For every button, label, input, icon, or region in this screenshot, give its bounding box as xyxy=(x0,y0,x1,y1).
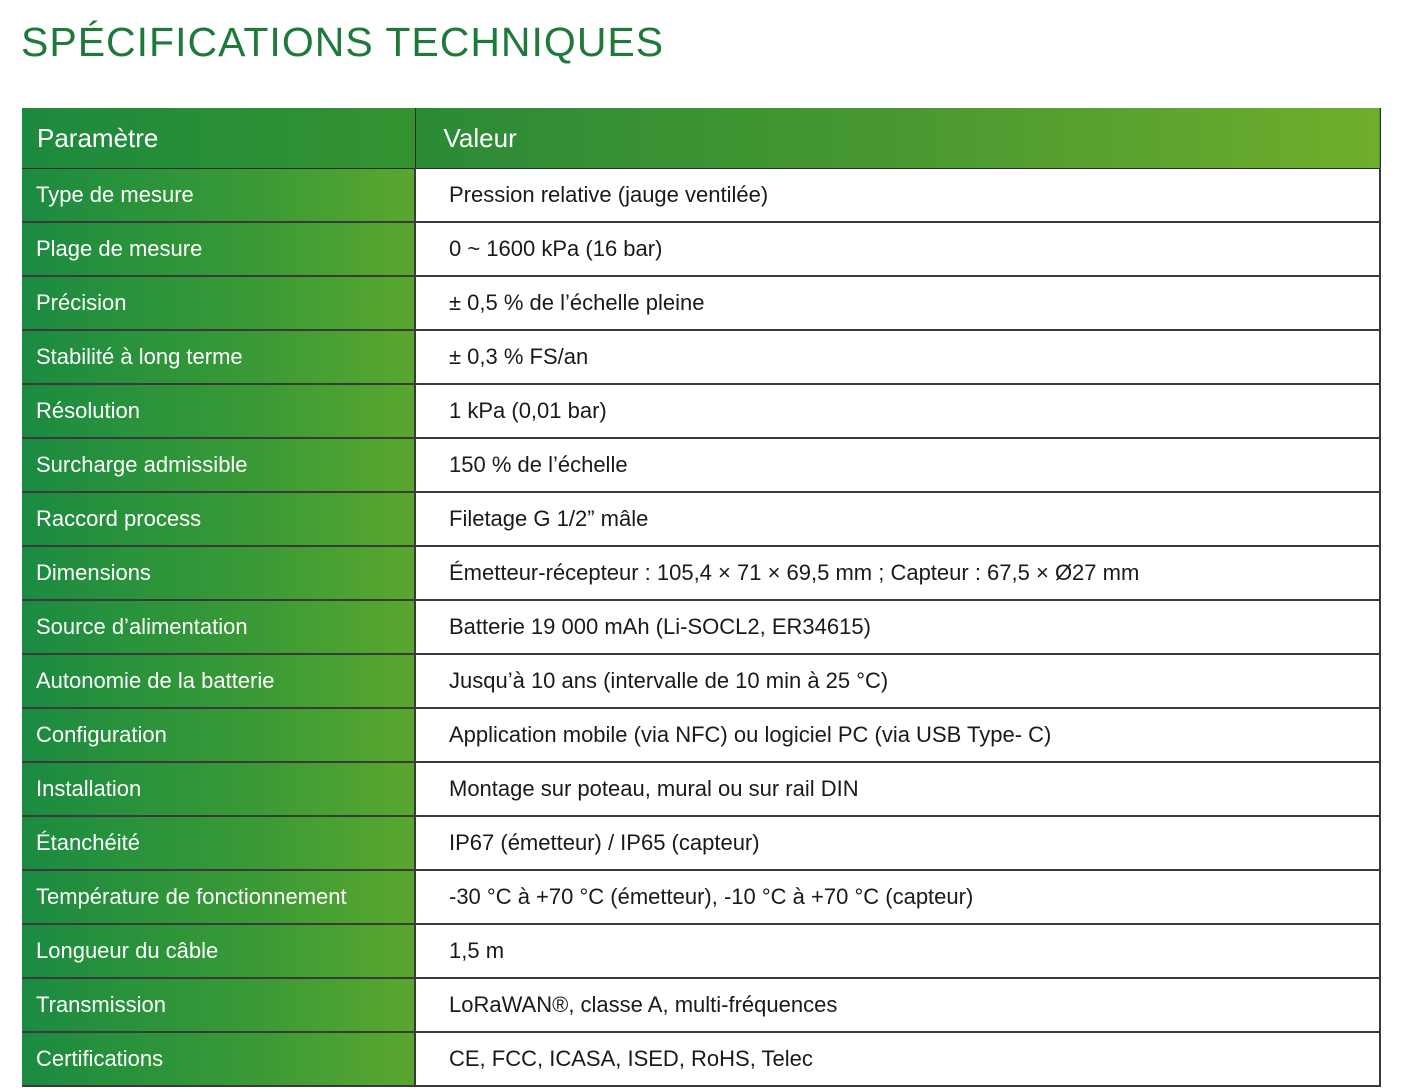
parameter-cell: Plage de mesure xyxy=(22,222,415,276)
value-cell: Application mobile (via NFC) ou logiciel PC (via USB Type- C) xyxy=(415,708,1380,762)
spec-table xyxy=(22,108,1381,1087)
value-cell: Jusqu’à 10 ans (intervalle de 10 min à 25 °C) xyxy=(415,654,1380,708)
header-row xyxy=(22,108,1380,169)
value-cell: Filetage G 1/2” mâle xyxy=(415,492,1380,546)
parameter-cell: Configuration xyxy=(22,708,415,762)
table-row xyxy=(22,438,1380,492)
page-title: SPÉCIFICATIONS TECHNIQUES xyxy=(21,19,665,65)
table-row xyxy=(22,276,1380,330)
parameter-cell: Température de fonctionnement xyxy=(22,870,415,924)
table-row xyxy=(22,978,1380,1032)
table-row xyxy=(22,816,1380,870)
value-cell: Émetteur-récepteur : 105,4 × 71 × 69,5 mm ; Capteur : 67,5 × Ø27 mm xyxy=(415,546,1380,600)
table-row xyxy=(22,654,1380,708)
table-row xyxy=(22,384,1380,438)
value-cell: ± 0,3 % FS/an xyxy=(415,330,1380,384)
parameter-cell: Type de mesure xyxy=(22,169,415,223)
table-row xyxy=(22,546,1380,600)
value-cell: Batterie 19 000 mAh (Li-SOCL2, ER34615) xyxy=(415,600,1380,654)
table-row xyxy=(22,330,1380,384)
value-cell: ± 0,5 % de l’échelle pleine xyxy=(415,276,1380,330)
table-row xyxy=(22,222,1380,276)
table-row xyxy=(22,708,1380,762)
value-cell: LoRaWAN®, classe A, multi-fréquences xyxy=(415,978,1380,1032)
table-row xyxy=(22,600,1380,654)
table-header xyxy=(22,108,1380,169)
value-cell: 1 kPa (0,01 bar) xyxy=(415,384,1380,438)
parameter-cell: Raccord process xyxy=(22,492,415,546)
parameter-cell: Source d’alimentation xyxy=(22,600,415,654)
table-row xyxy=(22,1032,1380,1086)
table-row xyxy=(22,762,1380,816)
parameter-cell: Longueur du câble xyxy=(22,924,415,978)
table-row xyxy=(22,870,1380,924)
column-header-parametre: Paramètre xyxy=(22,108,415,169)
value-cell: CE, FCC, ICASA, ISED, RoHS, Telec xyxy=(415,1032,1380,1086)
parameter-cell: Certifications xyxy=(22,1032,415,1086)
value-cell: 1,5 m xyxy=(415,924,1380,978)
parameter-cell: Stabilité à long terme xyxy=(22,330,415,384)
column-header-valeur: Valeur xyxy=(415,108,1380,169)
parameter-cell: Autonomie de la batterie xyxy=(22,654,415,708)
table-body xyxy=(22,169,1380,1087)
parameter-cell: Dimensions xyxy=(22,546,415,600)
value-cell: 0 ~ 1600 kPa (16 bar) xyxy=(415,222,1380,276)
table-row xyxy=(22,492,1380,546)
value-cell: 150 % de l’échelle xyxy=(415,438,1380,492)
parameter-cell: Surcharge admissible xyxy=(22,438,415,492)
parameter-cell: Installation xyxy=(22,762,415,816)
value-cell: Montage sur poteau, mural ou sur rail DIN xyxy=(415,762,1380,816)
parameter-cell: Étanchéité xyxy=(22,816,415,870)
parameter-cell: Précision xyxy=(22,276,415,330)
parameter-cell: Transmission xyxy=(22,978,415,1032)
table-row xyxy=(22,169,1380,223)
value-cell: Pression relative (jauge ventilée) xyxy=(415,169,1380,223)
value-cell: IP67 (émetteur) / IP65 (capteur) xyxy=(415,816,1380,870)
table-row xyxy=(22,924,1380,978)
value-cell: -30 °C à +70 °C (émetteur), -10 °C à +70 °C (capteur) xyxy=(415,870,1380,924)
parameter-cell: Résolution xyxy=(22,384,415,438)
